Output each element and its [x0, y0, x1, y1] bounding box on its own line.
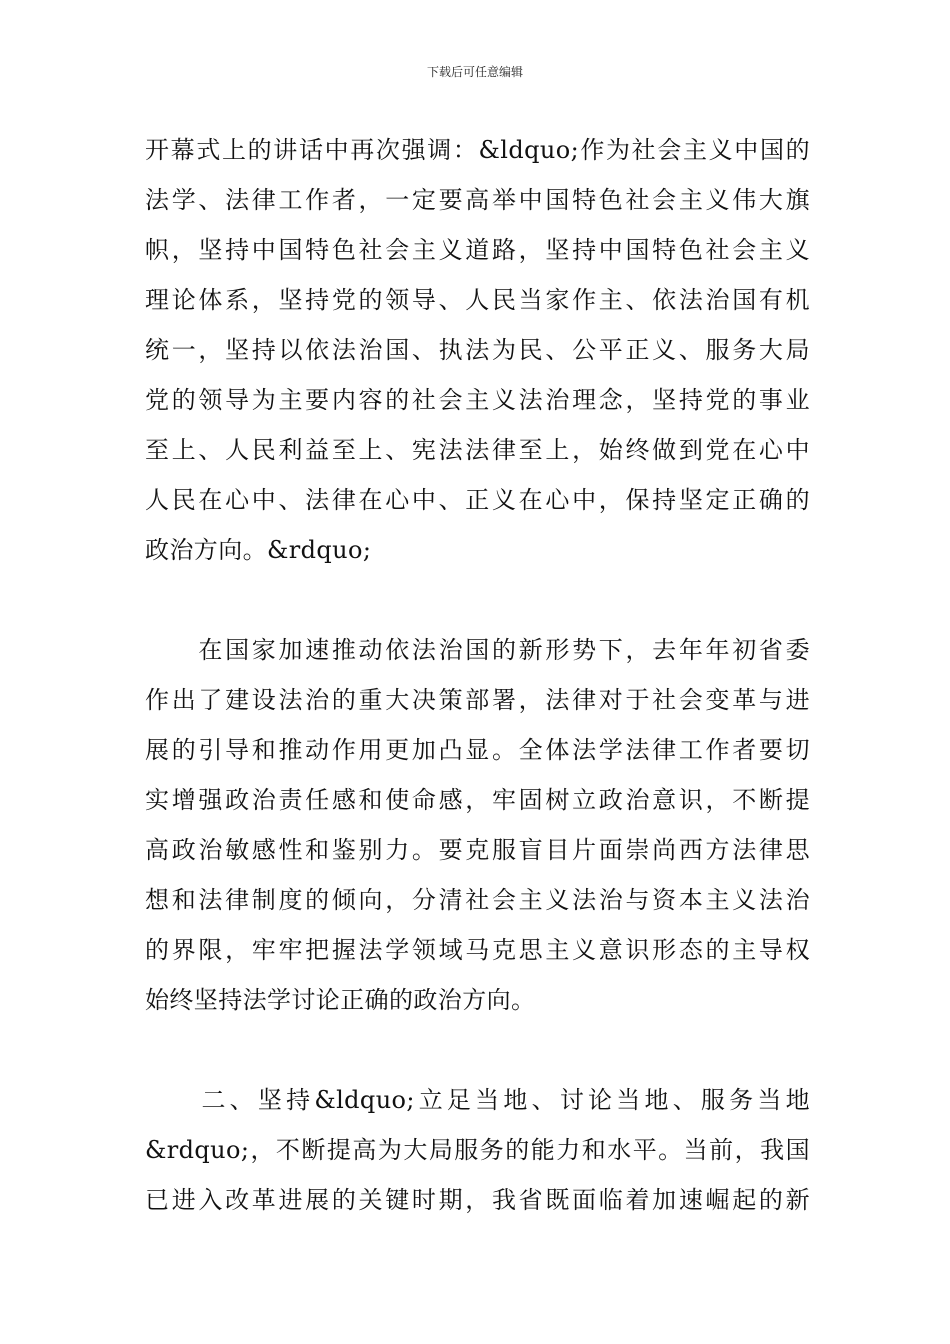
text-line: 统一，坚持以依法治国、执法为民、公平正义、服务大局: [145, 336, 810, 364]
paragraph-gap: [145, 578, 810, 628]
text-line: 政治方向。&rdquo;: [145, 536, 372, 564]
text-line: &rdquo;，不断提高为大局服务的能力和水平。当前，我国: [145, 1136, 810, 1164]
text-line: 的界限，牢牢把握法学领域马克思主义意识形态的主导权: [145, 936, 810, 964]
text-line: 已进入改革进展的关键时期，我省既面临着加速崛起的新: [145, 1186, 810, 1214]
text-line: 二、坚持&ldquo;立足当地、讨论当地、服务当地: [145, 1086, 810, 1114]
text-line: 展的引导和推动作用更加凸显。全体法学法律工作者要切: [145, 736, 810, 764]
document-body: [145, 128, 810, 1228]
text-line: 作出了建设法治的重大决策部署，法律对于社会变革与进: [145, 686, 810, 714]
text-line: 帜，坚持中国特色社会主义道路，坚持中国特色社会主义: [145, 236, 810, 264]
text-line: 理论体系，坚持党的领导、人民当家作主、依法治国有机: [145, 286, 810, 314]
text-line: 法学、法律工作者，一定要高举中国特色社会主义伟大旗: [145, 186, 810, 214]
paragraph-1: [145, 128, 810, 578]
paragraph-3: [145, 1078, 810, 1228]
text-line: 始终坚持法学讨论正确的政治方向。: [145, 986, 536, 1014]
text-line: 想和法律制度的倾向，分清社会主义法治与资本主义法治: [145, 886, 810, 914]
text-line: 高政治敏感性和鉴别力。要克服盲目片面崇尚西方法律思: [145, 836, 810, 864]
paragraph-2: [145, 628, 810, 1028]
paragraph-gap: [145, 1028, 810, 1078]
text-line: 人民在心中、法律在心中、正义在心中，保持坚定正确的: [145, 486, 810, 514]
text-line: 开幕式上的讲话中再次强调：&ldquo;作为社会主义中国的: [145, 136, 810, 164]
text-line: 实增强政治责任感和使命感，牢固树立政治意识，不断提: [145, 786, 810, 814]
page-header: 下载后可任意编辑: [426, 65, 523, 79]
text-line: 在国家加速推动依法治国的新形势下，去年年初省委: [145, 636, 810, 664]
text-line: 至上、人民利益至上、宪法法律至上，始终做到党在心中: [145, 436, 810, 464]
text-line: 党的领导为主要内容的社会主义法治理念，坚持党的事业: [145, 386, 810, 414]
